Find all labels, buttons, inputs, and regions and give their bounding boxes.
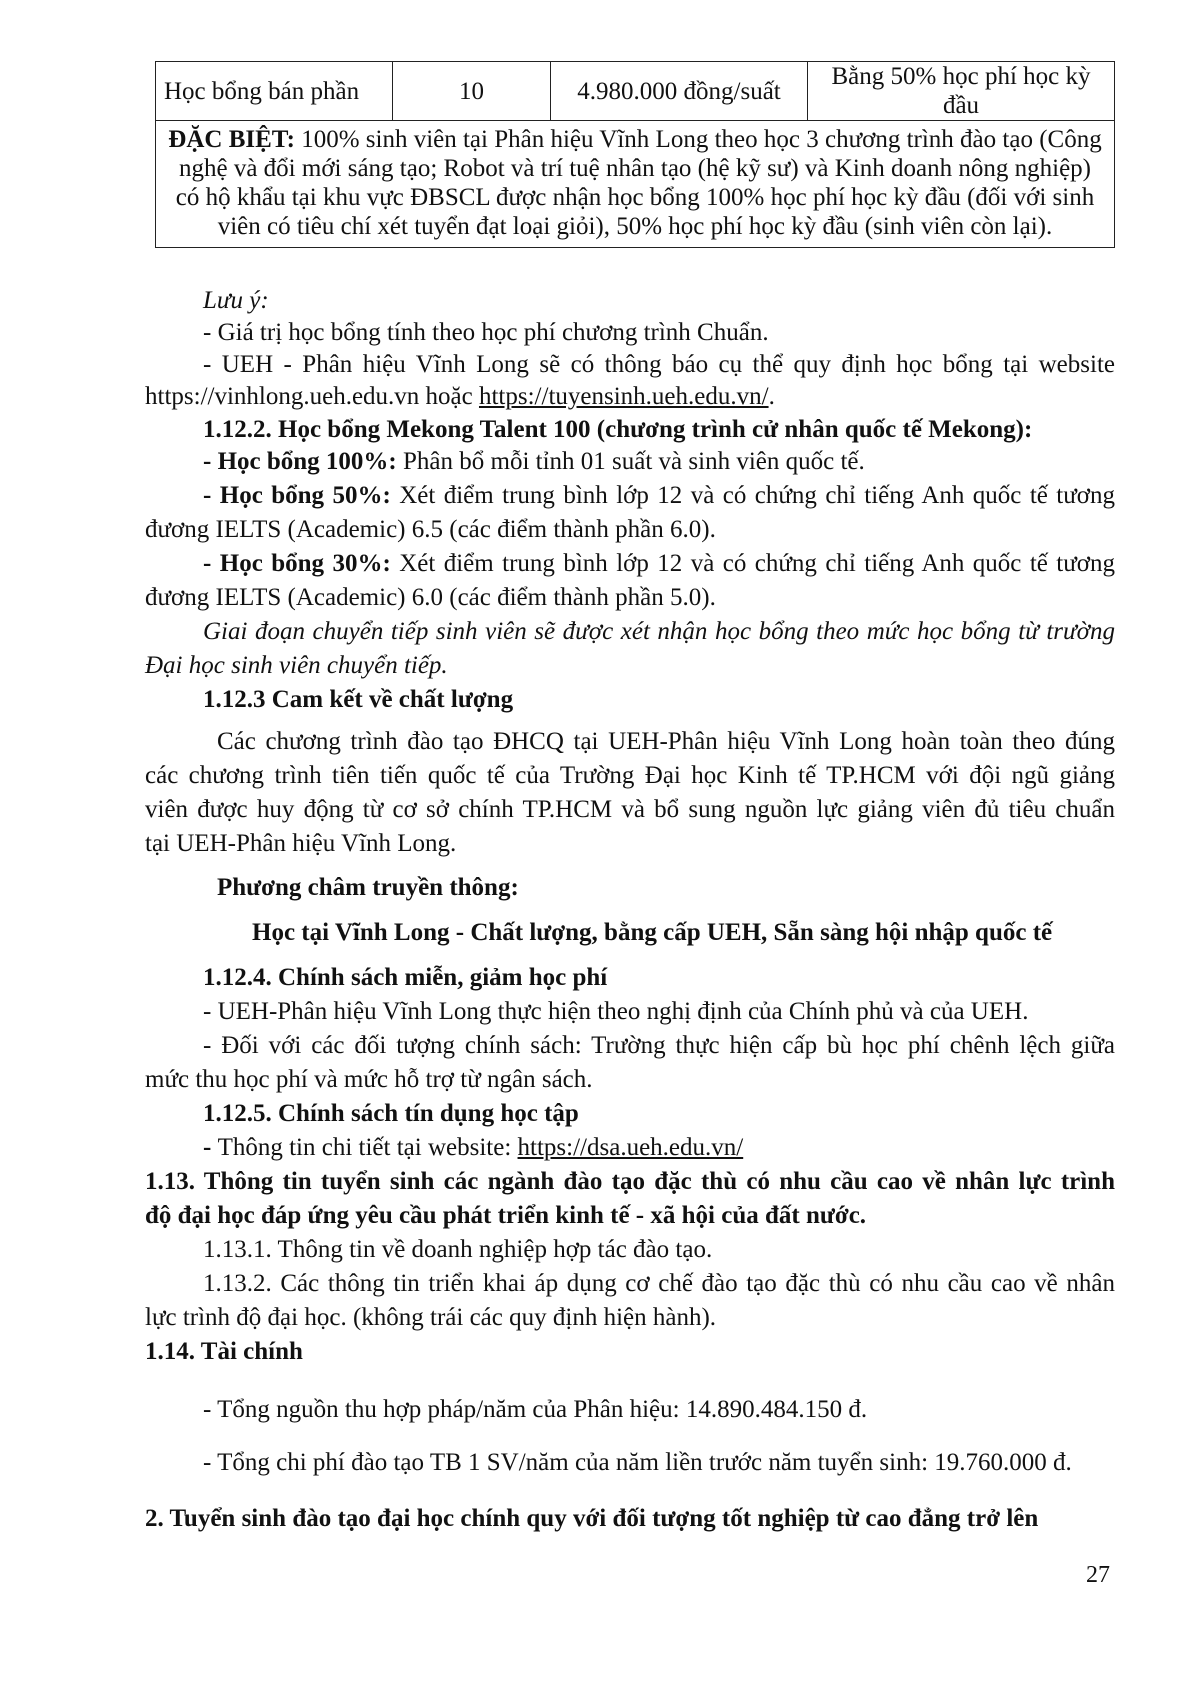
- paragraph-line: các chương trình tiên tiến quốc tế của Trường Đại học Kinh tế TP.HCM với đội ngũ giảng: [145, 762, 1115, 789]
- special-label: ĐẶC BIỆT:: [168, 126, 295, 153]
- dash: -: [203, 1134, 218, 1161]
- section-heading: 1.12.2. Học bổng Mekong Talent 100 (chương trình cử nhân quốc tế Mekong):: [203, 416, 1033, 443]
- italic-note: Đại học sinh viên chuyển tiếp.: [145, 652, 448, 679]
- special-text: 100% sinh viên tại Phân hiệu Vĩnh Long theo học 3 chương trình đào tạo (Công nghệ và đổi mới sáng tạo; Robot và trí tuệ nhân tạo (hệ kỹ sư) và Kinh doanh nông nghiệp) có hộ khẩu tại khu vực ĐBSCL được nhận học bổng 100% học phí học kỳ đầu (đối với sinh viên có tiêu chí xét tuyển đạt loại giỏi), 50% học phí học kỳ đầu (sinh viên còn lại).: [175, 126, 1102, 240]
- item-text: Xét điểm trung bình lớp 12 và có chứng chỉ tiếng Anh quốc tế tương: [390, 482, 1115, 509]
- table-cell: 10: [393, 62, 551, 121]
- motto: Học tại Vĩnh Long - Chất lượng, bằng cấp UEH, Sẵn sàng hội nhập quốc tế: [252, 919, 1053, 946]
- note-line: - UEH - Phân hiệu Vĩnh Long sẽ có thông báo cụ thể quy định học bổng tại website: [203, 351, 1115, 378]
- table-cell: 4.980.000 đồng/suất: [551, 62, 808, 121]
- scholarship-item: [203, 548, 1115, 580]
- scholarship-item: [203, 446, 865, 478]
- note-title: Lưu ý:: [203, 287, 269, 314]
- item-label: - Học bổng 50%:: [203, 482, 391, 509]
- special-note-cell: [156, 121, 1115, 248]
- punctuation: .: [768, 383, 775, 410]
- website-text: https://vinhlong.ueh.edu.vn hoặc: [145, 383, 479, 410]
- item-label: - Học bổng 100%:: [203, 448, 397, 475]
- note-line: - Giá trị học bổng tính theo học phí chương trình Chuẩn.: [203, 319, 769, 346]
- item-text: Phân bổ mỗi tỉnh 01 suất và sinh viên quốc tế.: [396, 448, 865, 475]
- item-label: - Học bổng 30%:: [203, 550, 391, 577]
- table-cell: Bằng 50% học phí học kỳ đầu: [808, 62, 1115, 121]
- scholarship-table: [155, 61, 1115, 248]
- page-number: 27: [1086, 1562, 1110, 1588]
- policy-line: - UEH-Phân hiệu Vĩnh Long thực hiện theo nghị định của Chính phủ và của UEH.: [203, 998, 1029, 1025]
- table-cell: Học bổng bán phần: [156, 62, 393, 121]
- scholarship-item-cont: đương IELTS (Academic) 6.5 (các điểm thành phần 6.0).: [145, 516, 716, 543]
- credit-text: Thông tin chi tiết tại website:: [217, 1134, 518, 1161]
- credit-line: [203, 1132, 743, 1164]
- scholarship-item: [203, 480, 1115, 512]
- scholarship-item-cont: đương IELTS (Academic) 6.0 (các điểm thành phần 5.0).: [145, 584, 716, 611]
- finance-line: - Tổng nguồn thu hợp pháp/năm của Phân hiệu: 14.890.484.150 đ.: [203, 1396, 868, 1423]
- italic-note: Giai đoạn chuyển tiếp sinh viên sẽ được xét nhận học bổng theo mức học bổng từ trường: [203, 618, 1115, 645]
- dsa-link[interactable]: https://dsa.ueh.edu.vn/: [517, 1134, 744, 1161]
- section-heading: 1.13. Thông tin tuyển sinh các ngành đào tạo đặc thù có nhu cầu cao về nhân lực trình: [145, 1168, 1115, 1195]
- section-heading: 1.12.3 Cam kết về chất lượng: [203, 686, 514, 713]
- info-line: 1.13.2. Các thông tin triển khai áp dụng cơ chế đào tạo đặc thù có nhu cầu cao về nhân: [203, 1270, 1115, 1297]
- section-heading: 1.12.4. Chính sách miễn, giảm học phí: [203, 964, 608, 991]
- section-heading: độ đại học đáp ứng yêu cầu phát triển kinh tế - xã hội của đất nước.: [145, 1202, 867, 1229]
- note-line: [145, 381, 775, 413]
- info-line: 1.13.1. Thông tin về doanh nghiệp hợp tác đào tạo.: [203, 1236, 713, 1263]
- section-heading: 1.12.5. Chính sách tín dụng học tập: [203, 1100, 579, 1127]
- section-heading: 2. Tuyển sinh đào tạo đại học chính quy với đối tượng tốt nghiệp từ cao đẳng trở lên: [145, 1505, 1039, 1532]
- policy-line: - Đối với các đối tượng chính sách: Trường thực hiện cấp bù học phí chênh lệch giữa: [203, 1032, 1115, 1059]
- table-row: [156, 62, 1115, 121]
- policy-line: mức thu học phí và mức hỗ trợ từ ngân sách.: [145, 1066, 593, 1093]
- table-row: [156, 121, 1115, 248]
- section-heading: 1.14. Tài chính: [145, 1338, 303, 1365]
- item-text: Xét điểm trung bình lớp 12 và có chứng chỉ tiếng Anh quốc tế tương: [390, 550, 1115, 577]
- paragraph-line: Các chương trình đào tạo ĐHCQ tại UEH-Phân hiệu Vĩnh Long hoàn toàn theo đúng: [217, 728, 1115, 755]
- paragraph-line: viên được huy động từ cơ sở chính TP.HCM và bổ sung nguồn lực giảng viên đủ tiêu chuẩn: [145, 796, 1115, 823]
- admissions-link[interactable]: https://tuyensinh.ueh.edu.vn/: [478, 383, 769, 410]
- info-line: lực trình độ đại học. (không trái các quy định hiện hành).: [145, 1304, 717, 1331]
- paragraph-line: tại UEH-Phân hiệu Vĩnh Long.: [145, 830, 457, 857]
- finance-line: - Tổng chi phí đào tạo TB 1 SV/năm của năm liền trước năm tuyển sinh: 19.760.000 đ.: [203, 1449, 1072, 1476]
- motto-title: Phương châm truyền thông:: [217, 874, 519, 901]
